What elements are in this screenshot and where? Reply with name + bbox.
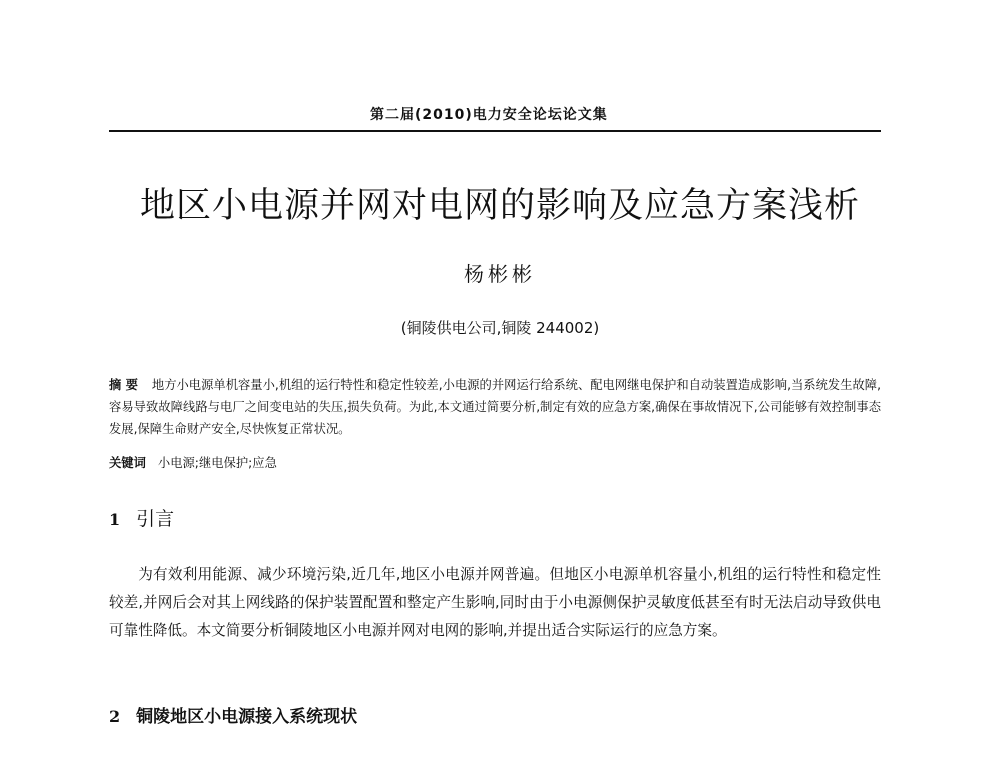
abstract-label: 摘 要 bbox=[109, 378, 138, 392]
abstract-text: 地方小电源单机容量小,机组的运行特性和稳定性较差,小电源的并网运行给系统、配电网继电保护和自动装置造成影响,当系统发生故障,容易导致故障线路与电厂之间变电站的失压,损失负荷。为此,本文通过简要分析,制定有效的应急方案,确保在事故情况下,公司能够有效控制事态发展,保障生命财产安全,尽快恢复正常状况。 bbox=[109, 378, 882, 436]
section-heading-status bbox=[109, 702, 357, 727]
abstract bbox=[109, 374, 881, 440]
author-name: 杨彬彬 bbox=[464, 262, 536, 286]
keywords bbox=[109, 452, 881, 474]
section-heading-introduction bbox=[109, 504, 174, 531]
section-title: 铜陵地区小电源接入系统现状 bbox=[136, 707, 358, 727]
keywords-label: 关键词 bbox=[109, 456, 146, 470]
header-rule bbox=[109, 130, 881, 132]
running-header: 第二届(2010)电力安全论坛论文集 bbox=[370, 107, 608, 123]
paper-title: 地区小电源并网对电网的影响及应急方案浅析 bbox=[139, 186, 860, 226]
introduction-paragraph: 为有效利用能源、减少环境污染,近几年,地区小电源并网普遍。但地区小电源单机容量小,机组的运行特性和稳定性较差,并网后会对其上网线路的保护装置配置和整定产生影响,同时由于小电源侧保护灵敏度低甚至有时无法启动导致供电可靠性降低。本文简要分析铜陵地区小电源并网对电网的影响,并提出适合实际运行的应急方案。 bbox=[109, 566, 881, 639]
section-number: 1 bbox=[109, 510, 121, 529]
section-number: 2 bbox=[109, 707, 121, 726]
keywords-text: 小电源;继电保护;应急 bbox=[157, 456, 277, 470]
section-title: 引言 bbox=[136, 508, 175, 530]
author-affiliation: (铜陵供电公司,铜陵 244002) bbox=[400, 319, 600, 337]
